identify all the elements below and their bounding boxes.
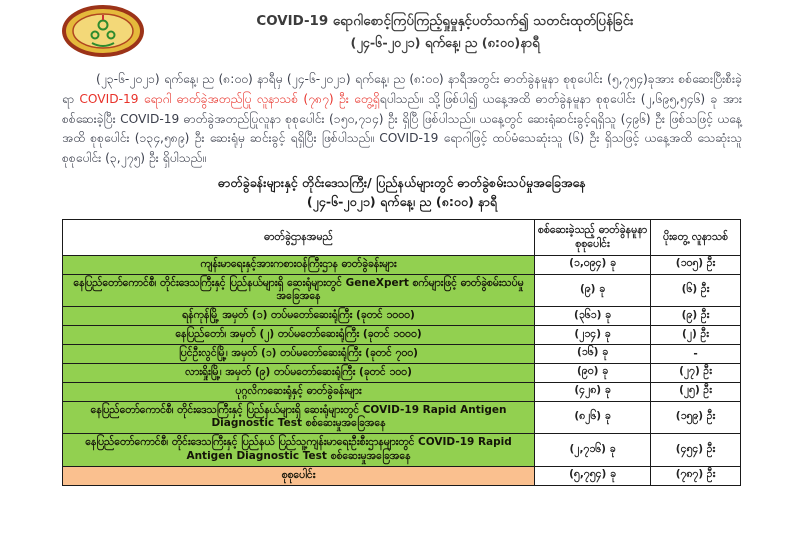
- samples-cell: (၂,၇၁၆) ခု: [535, 434, 651, 467]
- table-title: ဓာတ်ခွဲခန်းများနှင့် တိုင်းဒေသကြီး/ ပြည်နယ်များတွင် ဓာတ်ခွဲစမ်းသပ်မှုအခြေအနေ: [218, 174, 586, 190]
- lab-name-cell: လားရှိုးမြို့၊ အမှတ် (၉) တပ်မတော်ဆေးရုံကြီး (ခုတင် ၁၀၀): [63, 363, 535, 382]
- lab-name-cell: ပုဂ္ဂလိကဆေးရုံနှင့် ဓာတ်ခွဲခန်းများ: [63, 382, 535, 401]
- table-row: [63, 255, 741, 274]
- positives-cell: (၂) ဦး: [651, 326, 741, 345]
- total-label-cell: စုစုပေါင်း: [63, 467, 535, 486]
- lab-name-cell: ပြင်ဦးလွင်မြို့၊ အမှတ် (၁) တပ်မတော်ဆေးရုံကြီး (ခုတင် ၇၀၀): [63, 345, 535, 364]
- lab-name-cell: နေပြည်တော်၊ အမှတ် (၂) တပ်မတော်ဆေးရုံကြီး (ခုတင် ၁၀၀၀): [63, 326, 535, 345]
- col-header-lab-name: ဓာတ်ခွဲဌာနအမည်: [63, 219, 535, 255]
- positives-cell: (၁၅၉) ဦး: [651, 401, 741, 434]
- report-title: COVID-19 ရောဂါစောင့်ကြပ်ကြည့်ရှုမှုနှင့်ပတ်သက်၍ သတင်းထုတ်ပြန်ခြင်း: [256, 13, 634, 29]
- samples-cell: (၃၆၁) ခု: [535, 307, 651, 326]
- title-block: [148, 12, 742, 54]
- summary-highlight-new-cases: COVID-19 ရောဂါ ဓာတ်ခွဲအတည်ပြု လူနာသစ် (၇၈၇) ဦး တွေ့ရှိ: [79, 91, 380, 106]
- report-datetime: (၂၄-၆-၂၀၂၁) ရက်နေ့၊ ည (၈:၀၀)နာရီ: [350, 36, 540, 52]
- lab-name-cell: နေပြည်တော်ကောင်စီ၊ တိုင်းဒေသကြီးနှင့် ပြည်နယ်များရှိ ဆေးရုံများတွင် COVID-19 Rapid Antigen Diagnostic Test စစ်ဆေးမှုအခြေအနေ: [63, 401, 535, 434]
- positives-cell: (၄၅၄) ဦး: [651, 434, 741, 467]
- col-header-new-positives: ပိုးတွေ့ လူနာသစ်: [651, 219, 741, 255]
- total-positives-cell: (၇၈၇) ဦး: [651, 467, 741, 486]
- samples-cell: (၁၆) ခု: [535, 345, 651, 364]
- table-heading: [62, 173, 742, 212]
- lab-testing-table: [62, 219, 741, 486]
- ministry-seal-icon: [62, 5, 148, 61]
- table-total-row: [63, 467, 741, 486]
- table-header-row: [63, 219, 741, 255]
- samples-cell: (၁,၀၉၄) ခု: [535, 255, 651, 274]
- table-row: [63, 401, 741, 434]
- positives-cell: (၂၇) ဦး: [651, 363, 741, 382]
- col-header-samples-tested: စစ်ဆေးခဲ့သည့် ဓာတ်ခွဲနမူနာ စုစုပေါင်း: [535, 219, 651, 255]
- table-row: [63, 345, 741, 364]
- table-row: [63, 307, 741, 326]
- table-row: [63, 382, 741, 401]
- table-row: [63, 326, 741, 345]
- table-row: [63, 363, 741, 382]
- lab-name-cell: နေပြည်တော်ကောင်စီ၊ တိုင်းဒေသကြီးနှင့် ပြည်နယ် ပြည်သူ့ကျန်းမာရေးဦးစီးဌာနများတွင် COVID-19 Rapid Antigen Diagnostic Test စစ်ဆေးမှုအခြေအနေ: [63, 434, 535, 467]
- table-datetime: (၂၄-၆-၂၀၂၁) ရက်နေ့၊ ည (၈:၀၀) နာရီ: [306, 194, 498, 210]
- lab-name-cell: နေပြည်တော်ကောင်စီ၊ တိုင်းဒေသကြီးနှင့် ပြည်နယ်များရှိ ဆေးရုံများတွင် GeneXpert စက်များဖြင့် ဓာတ်ခွဲစမ်းသပ်မှုအခြေအနေ: [63, 274, 535, 307]
- lab-name-cell: ရန်ကုန်မြို့ အမှတ် (၁) တပ်မတော်ဆေးရုံကြီး (ခုတင် ၁၀၀၀): [63, 307, 535, 326]
- summary-text-part2: ရပါသည်။ သို့ဖြစ်ပါ၍ ယနေ့အထိ ဓာတ်ခွဲနမူနာ စုစုပေါင်း (၂,၆၉၅,၅၄၆) ခု အား စစ်ဆေးခဲ့ပြီး COVID-19 ဓာတ်ခွဲအတည်ပြုလူနာ စုစုပေါင်း (၁၅၀,၇၁၄) ဦး ရှိပြီ ဖြစ်ပါသည်။ ယနေ့တွင် ဆေးရုံဆင်းခွင့်ရရှိသူ (၄၉၆) ဦး ဖြစ်သဖြင့် ယနေ့အထိ စုစုပေါင်း (၁၃၄,၅၈၉) ဦး ဆေးရုံမှ ဆင်းခွင့် ရရှိပြီး ဖြစ်ပါသည်။ COVID-19 ရောဂါဖြင့် ထပ်မံသေဆုံးသူ (၆) ဦး ရှိသဖြင့် ယနေ့အထိ သေဆုံးသူစုစုပေါင်း (၃,၂၇၅) ဦး ရှိပါသည်။: [62, 91, 742, 166]
- positives-cell: (၁၀၅) ဦး: [651, 255, 741, 274]
- samples-cell: (၂၁၄) ခု: [535, 326, 651, 345]
- report-header: [62, 5, 742, 61]
- samples-cell: (၈၂၆) ခု: [535, 401, 651, 434]
- table-row: [63, 274, 741, 307]
- samples-cell: (၉၀) ခု: [535, 363, 651, 382]
- positives-cell: (၂၅) ဦး: [651, 382, 741, 401]
- lab-name-cell: ကျန်းမာရေးနှင့်အားကစားဝန်ကြီးဌာန ဓာတ်ခွဲခန်းများ: [63, 255, 535, 274]
- samples-cell: (၉) ခု: [535, 274, 651, 307]
- summary-paragraph: [62, 70, 742, 169]
- summary-text-part1: (၂၃-၆-၂၀၂၁) ရက်နေ့၊ ည (၈:၀၀) နာရီမှ (၂၄-၆-၂၀၂၁) ရက်နေ့၊ ည (၈:၀၀) နာရီအတွင်း ဓာတ်ခွဲနမူနာ စုစုပေါင်း (၅,၇၅၄)ခုအား စစ်ဆေးပြီးစီးခဲ့ရာ: [62, 72, 742, 106]
- positives-cell: (၉) ဦး: [651, 307, 741, 326]
- table-row: [63, 434, 741, 467]
- samples-cell: (၄၂၈) ခု: [535, 382, 651, 401]
- positives-cell: (၆) ဦး: [651, 274, 741, 307]
- positives-cell: -: [651, 345, 741, 364]
- total-samples-cell: (၅,၇၅၄) ခု: [535, 467, 651, 486]
